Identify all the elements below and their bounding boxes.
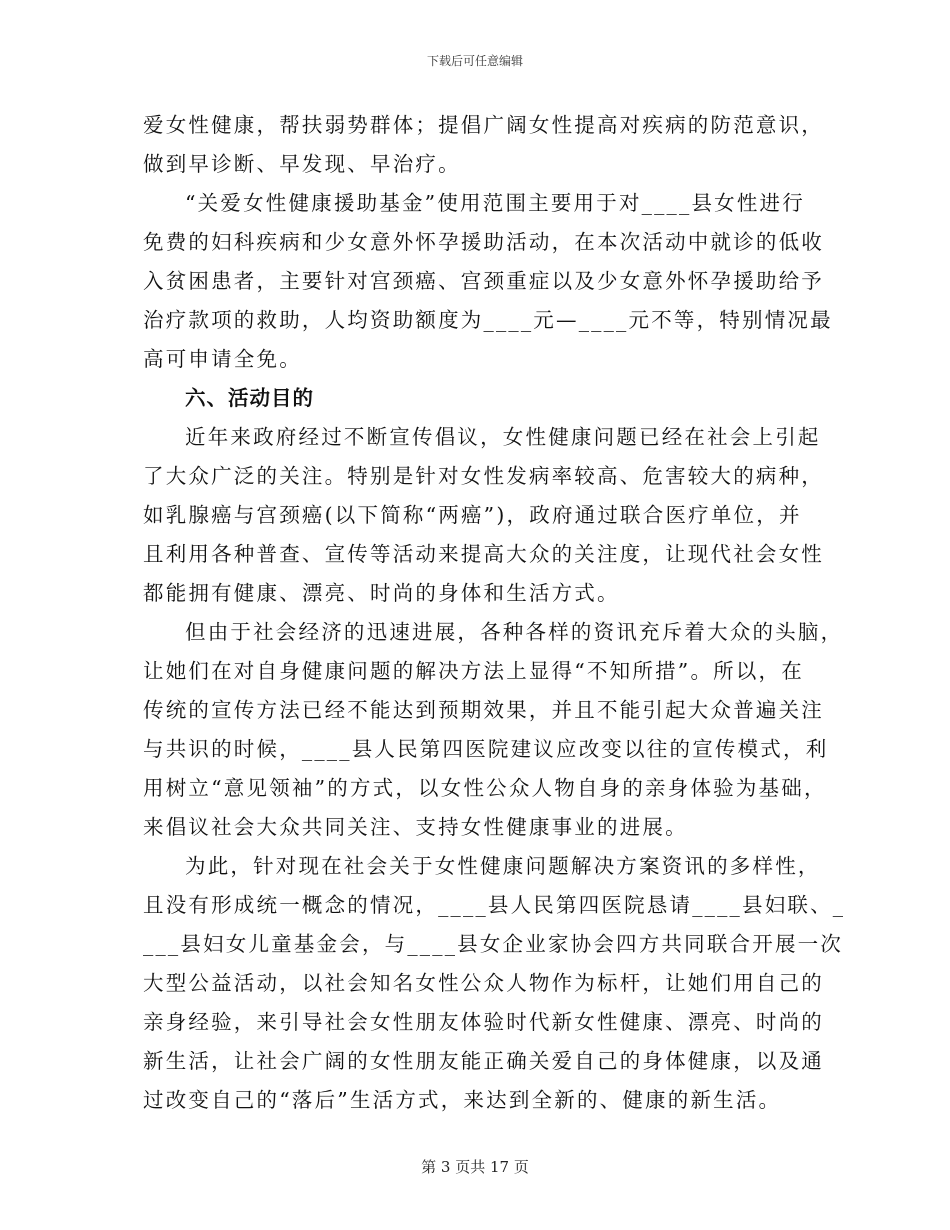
- text-line: 来倡议社会大众共同关注、支持女性健康事业的进展。: [143, 815, 688, 839]
- text-line: 但由于社会经济的迅速进展，各种各样的资讯充斥着大众的头脑，: [185, 620, 844, 644]
- text-line: 入贫困患者，主要针对宫颈癌、宫颈重症以及少女意外怀孕援助给予: [143, 269, 824, 293]
- text-line: 了大众广泛的关注。特别是针对女性发病率较高、危害较大的病种，: [143, 464, 824, 488]
- text-line: 用树立“意见领袖”的方式，以女性公众人物自身的亲身体验为基础，: [143, 776, 827, 800]
- text-line: 都能拥有健康、漂亮、时尚的身体和生活方式。: [143, 581, 620, 605]
- text-line: 让她们在对自身健康问题的解决方法上显得“不知所措”。所以，在: [143, 659, 804, 683]
- text-line: 如乳腺癌与宫颈癌(以下简称“两癌”)，政府通过联合医疗单位，并: [143, 503, 802, 527]
- text-line: ___县妇女儿童基金会，与____县女企业家协会四方共同联合开展一次: [143, 932, 844, 956]
- text-line: 免费的妇科疾病和少女意外怀孕援助活动，在本次活动中就诊的低收: [143, 230, 824, 254]
- text-line: 爱女性健康，帮扶弱势群体；提倡广阔女性提高对疾病的防范意识，: [143, 113, 824, 137]
- text-line: 做到早诊断、早发现、早治疗。: [143, 152, 461, 176]
- text-line: 新生活，让社会广阔的女性朋友能正确关爱自己的身体健康，以及通: [143, 1049, 824, 1073]
- text-line: 与共识的时候，____县人民第四医院建议应改变以往的宣传模式，利: [143, 737, 829, 761]
- text-line: “关爱女性健康援助基金”使用范围主要用于对____县女性进行: [185, 191, 805, 215]
- text-line: 且利用各种普查、宣传等活动来提高大众的关注度，让现代社会女性: [143, 542, 824, 566]
- text-line: 为此，针对现在社会关于女性健康问题解决方案资讯的多样性，: [185, 854, 821, 878]
- text-line: 亲身经验，来引导社会女性朋友体验时代新女性健康、漂亮、时尚的: [143, 1010, 824, 1034]
- text-line: 且没有形成统一概念的情况，____县人民第四医院恳请____县妇联、_: [143, 893, 846, 917]
- header-note: 下载后可任意编辑: [426, 54, 523, 68]
- document-body: [143, 106, 846, 1120]
- section-heading: 六、活动目的: [185, 386, 314, 410]
- text-line: 大型公益活动，以社会知名女性公众人物作为标杆，让她们用自己的: [143, 971, 824, 995]
- text-line: 高可申请全免。: [143, 347, 302, 371]
- page-footer: 第 3 页共 17 页: [421, 1158, 529, 1176]
- text-line: 过改变自己的“落后”生活方式，来达到全新的、健康的新生活。: [143, 1088, 782, 1112]
- text-line: 传统的宣传方法已经不能达到预期效果，并且不能引起大众普遍关注: [143, 698, 824, 722]
- text-line: 近年来政府经过不断宣传倡议，女性健康问题已经在社会上引起: [185, 425, 821, 449]
- text-line: 治疗款项的救助，人均资助额度为____元—____元不等，特别情况最: [143, 308, 833, 332]
